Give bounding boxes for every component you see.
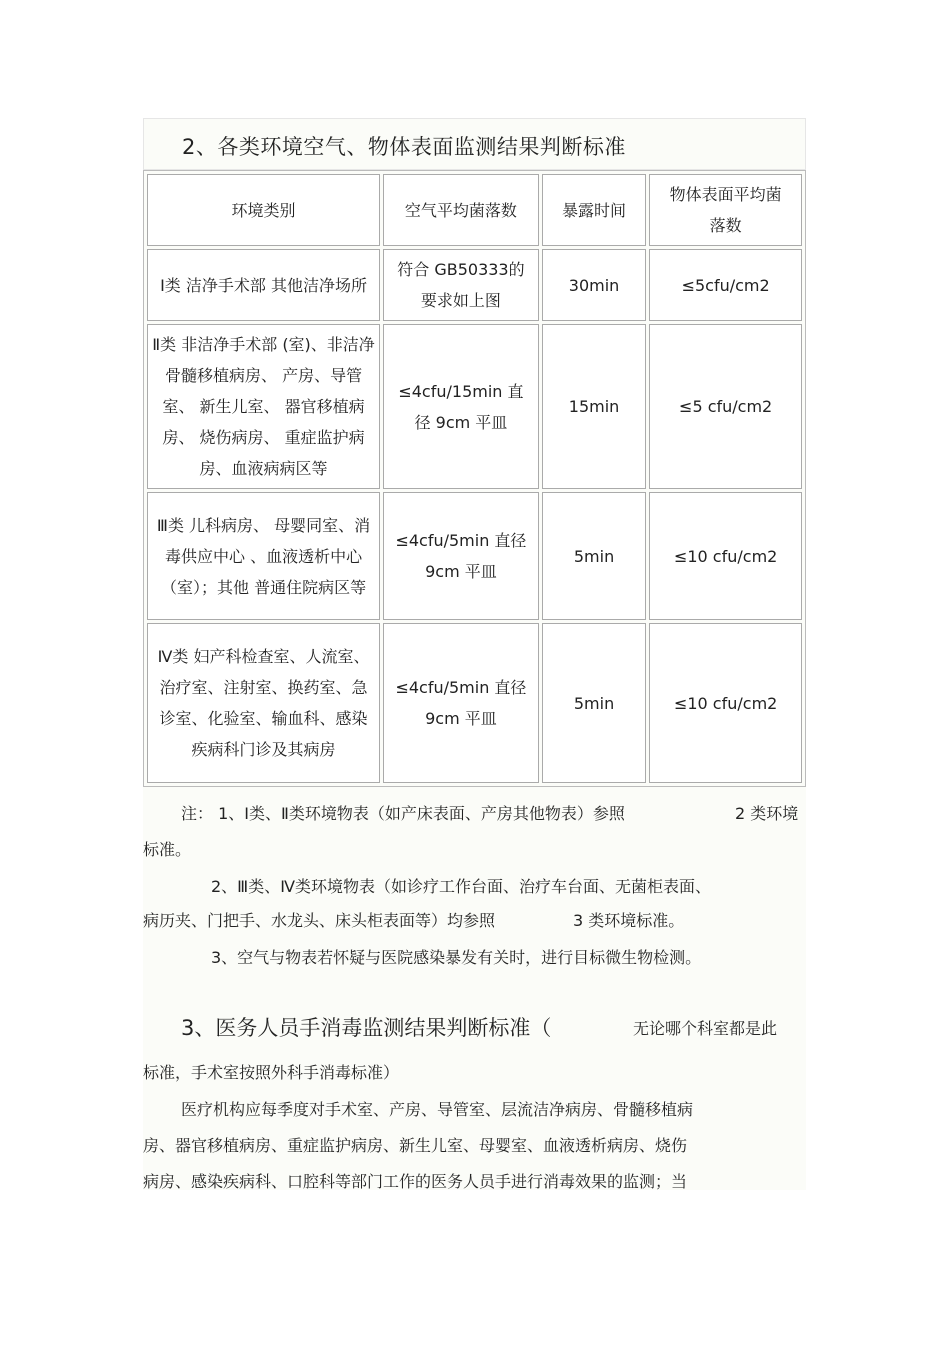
table-cell: ≤5cfu/cm2 (649, 249, 802, 321)
table-cell: 30min (542, 249, 646, 321)
table-cell: 符合 GB50333的要求如上图 (383, 249, 539, 321)
note-3: 3、空气与物表若怀疑与医院感染暴发有关时，进行目标微生物检测。 (211, 948, 702, 967)
table-cell: ≤5 cfu/cm2 (649, 324, 802, 489)
table-cell: 5min (542, 623, 646, 783)
section-3-title: 3、医务人员手消毒监测结果判断标准（ (181, 1016, 552, 1040)
section-3-para-line: 房、器官移植病房、重症监护病房、新生儿室、母婴室、血液透析病房、烧伤 (143, 1136, 688, 1155)
table-header-row (147, 174, 802, 246)
note-2-line-2b: 3 类环境标准。 (573, 911, 685, 930)
table-cell: ≤10 cfu/cm2 (649, 492, 802, 620)
table-cell: ≤4cfu/15min 直径 9cm 平皿 (383, 324, 539, 489)
standards-table (143, 170, 806, 787)
section-2-heading-box (143, 118, 806, 170)
header-cell: 暴露时间 (542, 174, 646, 246)
table-row (147, 492, 802, 620)
table-cell: Ⅳ类 妇产科检查室、人流室、治疗室、注射室、换药室、急诊室、化验室、输血科、感染疾病科门诊及其病房 (147, 623, 380, 783)
table-cell: 5min (542, 492, 646, 620)
table-cell: Ⅲ类 儿科病房、 母婴同室、消毒供应中心 、血液透析中心（室）；其他 普通住院病区等 (147, 492, 380, 620)
note-2-line-2a: 病历夹、门把手、水龙头、床头柜表面等）均参照 (143, 911, 496, 930)
note-1-tail: 2 类环境 (735, 804, 799, 823)
section-3-para-line: 病房、感染疾病科、口腔科等部门工作的医务人员手进行消毒效果的监测；当 (143, 1172, 688, 1191)
header-cell: 空气平均菌落数 (383, 174, 539, 246)
table-row (147, 623, 802, 783)
table-row (147, 324, 802, 489)
header-cell: 物体表面平均菌落数 (649, 174, 802, 246)
section-2-title: 2、各类环境空气、物体表面监测结果判断标准 (182, 135, 626, 159)
note-1-line-2: 标准。 (143, 840, 192, 859)
header-cell: 环境类别 (147, 174, 380, 246)
note-2-line-1: 2、Ⅲ类、Ⅳ类环境物表（如诊疗工作台面、治疗车台面、无菌柜表面、 (211, 877, 711, 896)
section-3-title-line-2: 标准，手术室按照外科手消毒标准） (143, 1063, 400, 1082)
table-cell: Ⅱ类 非洁净手术部 (室)、非洁净骨髓移植病房、 产房、导管室、 新生儿室、 器官移植病房、 烧伤病房、 重症监护病房、血液病病区等 (147, 324, 380, 489)
table-cell: Ⅰ类 洁净手术部 其他洁净场所 (147, 249, 380, 321)
table-cell: ≤4cfu/5min 直径 9cm 平皿 (383, 492, 539, 620)
document-body (143, 118, 806, 1190)
table-cell: ≤4cfu/5min 直径 9cm 平皿 (383, 623, 539, 783)
note-1-line-1: 注： 1、Ⅰ类、Ⅱ类环境物表（如产床表面、产房其他物表）参照 (181, 804, 625, 823)
table-row (147, 249, 802, 321)
table-cell: ≤10 cfu/cm2 (649, 623, 802, 783)
table-cell: 15min (542, 324, 646, 489)
section-3-title-tail: 无论哪个科室都是此 (633, 1019, 778, 1038)
section-3-para-line: 医疗机构应每季度对手术室、产房、导管室、层流洁净病房、骨髓移植病 (181, 1100, 694, 1119)
